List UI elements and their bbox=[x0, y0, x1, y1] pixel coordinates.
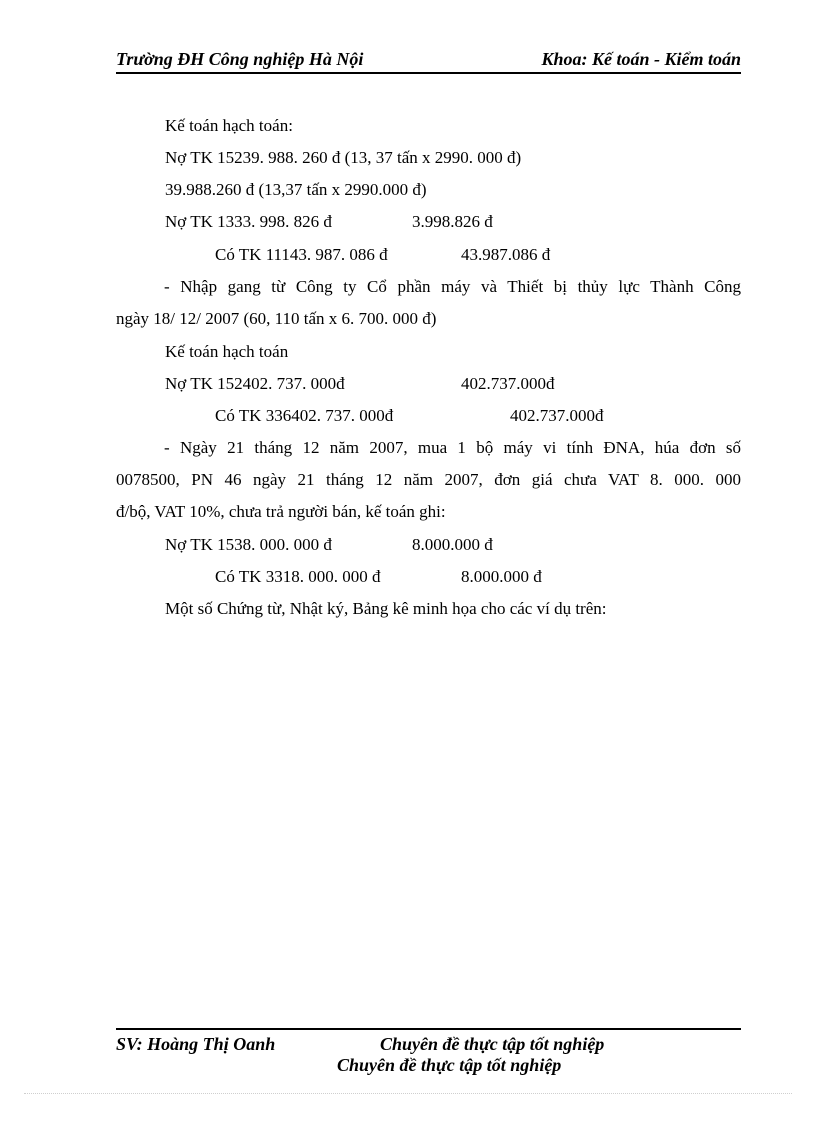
entry-text: Nợ TK 152402. 737. 000đ bbox=[165, 374, 345, 393]
page-header bbox=[116, 48, 741, 74]
body-line: Kế toán hạch toán: bbox=[165, 116, 293, 135]
entry-text: Nợ TK 1333. 998. 826 đ bbox=[165, 212, 332, 231]
paragraph-line: 0078500, PN 46 ngày 21 tháng 12 năm 2007, đơn giá chưa VAT 8. 000. 000 bbox=[116, 470, 741, 489]
entry-amount: 43.987.086 đ bbox=[461, 245, 551, 264]
entry-amount: 402.737.000đ bbox=[461, 374, 555, 393]
paragraph-line: - Ngày 21 tháng 12 năm 2007, mua 1 bộ máy vi tính ĐNA, húa đơn số bbox=[164, 438, 741, 457]
body-line: Nợ TK 15239. 988. 260 đ (13, 37 tấn x 2990. 000 đ) bbox=[165, 148, 522, 167]
footer-rule bbox=[116, 1028, 741, 1030]
footer-student: SV: Hoàng Thị Oanh bbox=[116, 1034, 276, 1054]
footer-title: Chuyên đề thực tập tốt nghiệp bbox=[337, 1055, 562, 1075]
body-line: Một số Chứng từ, Nhật ký, Bảng kê minh họa cho các ví dụ trên: bbox=[165, 599, 607, 618]
paragraph-line: đ/bộ, VAT 10%, chưa trả người bán, kế toán ghi: bbox=[116, 502, 446, 521]
entry-text: Có TK 3318. 000. 000 đ bbox=[215, 567, 381, 586]
paragraph-line: - Nhập gang từ Công ty Cổ phần máy và Thiết bị thủy lực Thành Công bbox=[164, 277, 741, 296]
paragraph-line: ngày 18/ 12/ 2007 (60, 110 tấn x 6. 700. 000 đ) bbox=[116, 309, 437, 328]
entry-text: Có TK 11143. 987. 086 đ bbox=[215, 245, 388, 264]
body-line: Kế toán hạch toán bbox=[165, 342, 289, 361]
entry-amount: 8.000.000 đ bbox=[461, 567, 542, 586]
entry-amount: 8.000.000 đ bbox=[412, 535, 493, 554]
entry-amount: 402.737.000đ bbox=[510, 406, 604, 425]
entry-amount: 3.998.826 đ bbox=[412, 212, 493, 231]
entry-text: Có TK 336402. 737. 000đ bbox=[215, 406, 394, 425]
body-line: 39.988.260 đ (13,37 tấn x 2990.000 đ) bbox=[165, 180, 427, 199]
header-faculty: Khoa: Kế toán - Kiểm toán bbox=[541, 49, 741, 69]
header-school: Trường ĐH Công nghiệp Hà Nội bbox=[116, 49, 364, 69]
entry-text: Nợ TK 1538. 000. 000 đ bbox=[165, 535, 332, 554]
page-bottom-divider bbox=[24, 1093, 792, 1094]
footer-title-overlap: Chuyên đề thực tập tốt nghiệp bbox=[380, 1034, 605, 1054]
